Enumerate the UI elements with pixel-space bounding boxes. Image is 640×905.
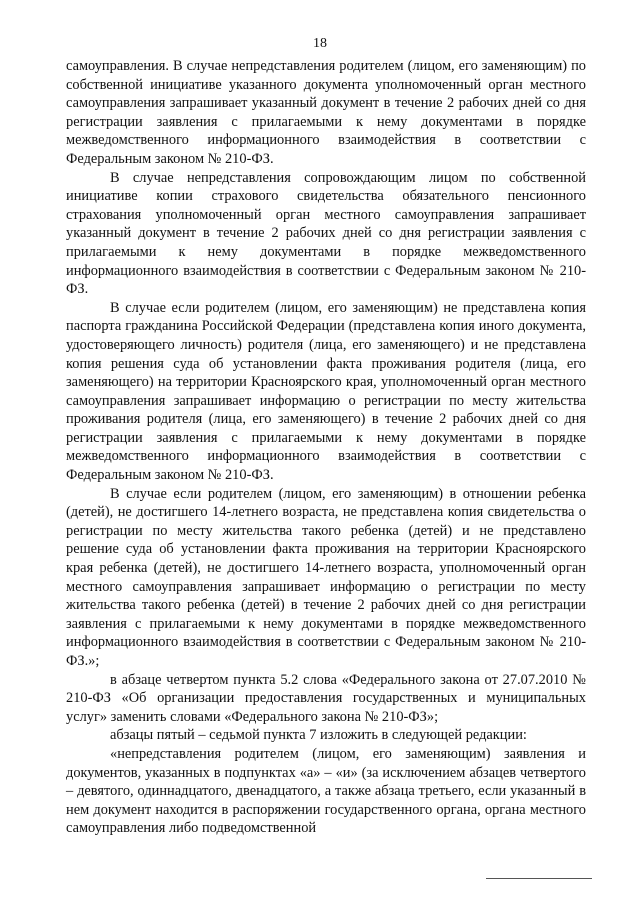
- page-number: 18: [313, 36, 327, 51]
- paragraph-amendment-5-2: в абзаце четвертом пункта 5.2 слова «Федерального закона от 27.07.2010 № 210-ФЗ «Об организации предоставления государственных и муниципальных услуг» заменить словами «Федерального закона № 210-ФЗ»;: [66, 671, 586, 725]
- paragraph-parent-passport: В случае если родителем (лицом, его заменяющим) не представлена копия паспорта гражданина Российской Федерации (представлена копия иного документа, удостоверяющего личность) родителя (лица, его заменяющего) и не представлена копия решения суда об установлении факта проживания родителя (лица, его заменяющего) на территории Красноярского края, уполномоченный орган местного самоуправления запрашивает информацию о регистрации по месту жительства проживания родителя (лица, его заменяющего) в течение 2 рабочих дней со дня регистрации заявления с прилагаемыми к нему документами в порядке межведомственного информационного взаимодействия в соответствии с Федеральным законом № 210-ФЗ.: [66, 299, 586, 484]
- footer-rule: [486, 878, 592, 879]
- paragraph-continuation: самоуправления. В случае непредставления родителем (лицом, его заменяющим) по собственной инициативе указанного документа уполномоченный орган местного самоуправления запрашивает указанный документ в течение 2 рабочих дней со дня регистрации заявления с прилагаемыми к нему документами в порядке межведомственного информационного взаимодействия в соответствии с Федеральным законом № 210-ФЗ.: [66, 58, 586, 167]
- paragraph-pension-insurance: В случае непредставления сопровождающим лицом по собственной инициативе копии страхового свидетельства обязательного пенсионного страхования уполномоченный орган местного самоуправления запрашивает указанный документ в течение 2 рабочих дней со дня регистрации заявления с прилагаемыми к нему документами в порядке межведомственного информационного взаимодействия в соответствии с Федеральным законом № 210-ФЗ.: [66, 169, 586, 298]
- document-body: [66, 57, 586, 838]
- paragraph-new-wording: «непредставления родителем (лицом, его заменяющим) заявления и документов, указанных в подпунктах «а» – «и» (за исключением абзацев четвертого – девятого, одиннадцатого, двенадцатого, а также абзаца третьего, если указанный в нем документ находится в распоряжении государственного органа, органа местного самоуправления либо подведомственной: [66, 745, 586, 837]
- paragraph-child-registration: В случае если родителем (лицом, его заменяющим) в отношении ребенка (детей), не достигшего 14-летнего возраста, не представлена копия свидетельства о регистрации по месту жительства такого ребенка (детей) и не представлено решение суда об установлении факта проживания на территории Красноярского края ребенка (детей), не достигшего 14-летнего возраста, уполномоченный орган местного самоуправления запрашивает информацию о регистрации по месту жительства такого ребенка (детей) в течение 2 рабочих дней со дня регистрации заявления с прилагаемыми к нему документами в порядке межведомственного информационного взаимодействия в соответствии с Федеральным законом № 210-ФЗ.»;: [66, 485, 586, 669]
- paragraph-amendment-7: абзацы пятый – седьмой пункта 7 изложить в следующей редакции:: [110, 727, 527, 744]
